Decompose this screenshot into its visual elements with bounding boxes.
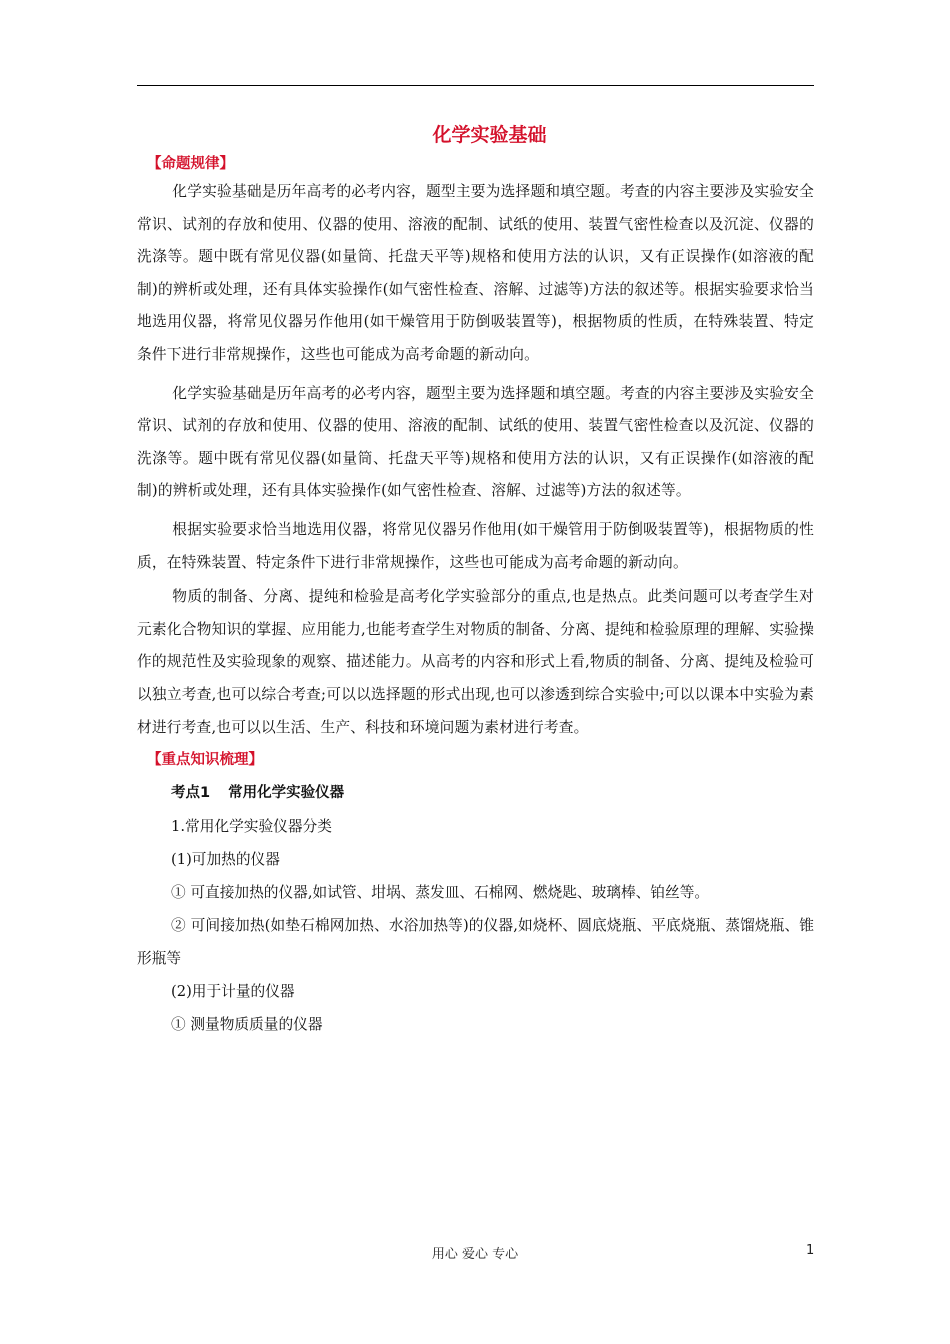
paragraph-3: 根据实验要求恰当地选用仪器，将常见仪器另作他用(如干燥管用于防倒吸装置等)，根据物质的性质，在特殊装置、特定条件下进行非常规操作，这些也可能成为高考命题的新动向。	[137, 520, 814, 571]
paragraph-2: 化学实验基础是历年高考的必考内容，题型主要为选择题和填空题。考查的内容主要涉及实验安全常识、试剂的存放和使用、仪器的使用、溶液的配制、试纸的使用、装置气密性检查以及沉淀、仪器的洗涤等。题中既有常见仪器(如量筒、托盘天平等)规格和使用方法的认识，又有正误操作(如溶液的配制)的辨析或处理，还有具体实验操作(如气密性检查、溶解、过滤等)方法的叙述等。	[137, 384, 814, 500]
kaodian-title: 常用化学实验仪器	[228, 785, 345, 802]
paragraph-4: 物质的制备、分离、提纯和检验是高考化学实验部分的重点,也是热点。此类问题可以考查学生对元素化合物知识的掌握、应用能力,也能考查学生对物质的制备、分离、提纯和检验原理的理解、实验操作的规范性及实验现象的观察、描述能力。从高考的内容和形式上看,物质的制备、分离、提纯及检验可以独立考查,也可以综合考查;可以以选择题的形式出现,也可以渗透到综合实验中;可以以课本中实验为素材进行考查,也可以以生活、生产、科技和环境问题为素材进行考查。	[137, 588, 814, 736]
section-heading-zhongdian: 【重点知识梳理】	[147, 752, 263, 769]
list-item: ① 测量物质质量的仪器	[171, 1016, 323, 1034]
list-item: (2)用于计量的仪器	[171, 983, 295, 1001]
list-item: 1.常用化学实验仪器分类	[171, 818, 332, 836]
section-heading-mingti: 【命题规律】	[147, 156, 234, 172]
list-item: (1)可加热的仪器	[171, 851, 280, 869]
document-title: 化学实验基础	[432, 124, 547, 146]
kaodian-heading	[137, 776, 814, 810]
list-item: ① 可直接加热的仪器,如试管、坩埚、蒸发皿、石棉网、燃烧匙、玻璃棒、铂丝等。	[171, 884, 710, 902]
list-item: ② 可间接加热(如垫石棉网加热、水浴加热等)的仪器,如烧杯、圆底烧瓶、平底烧瓶、蒸馏烧瓶、锥形瓶等	[137, 917, 814, 968]
header-rule	[137, 85, 814, 86]
kaodian-label: 考点1	[171, 785, 211, 802]
paragraph-1: 化学实验基础是历年高考的必考内容，题型主要为选择题和填空题。考查的内容主要涉及实验安全常识、试剂的存放和使用、仪器的使用、溶液的配制、试纸的使用、装置气密性检查以及沉淀、仪器的洗涤等。题中既有常见仪器(如量筒、托盘天平等)规格和使用方法的认识，又有正误操作(如溶液的配制)的辨析或处理，还有具体实验操作(如气密性检查、溶解、过滤等)方法的叙述等。根据实验要求恰当地选用仪器，将常见仪器另作他用(如干燥管用于防倒吸装置等)，根据物质的性质，在特殊装置、特定条件下进行非常规操作，这些也可能成为高考命题的新动向。	[137, 183, 814, 363]
footer-slogan: 用心 爱心 专心	[431, 1247, 519, 1262]
page-number: 1	[806, 1243, 815, 1258]
document-body	[137, 118, 814, 1041]
